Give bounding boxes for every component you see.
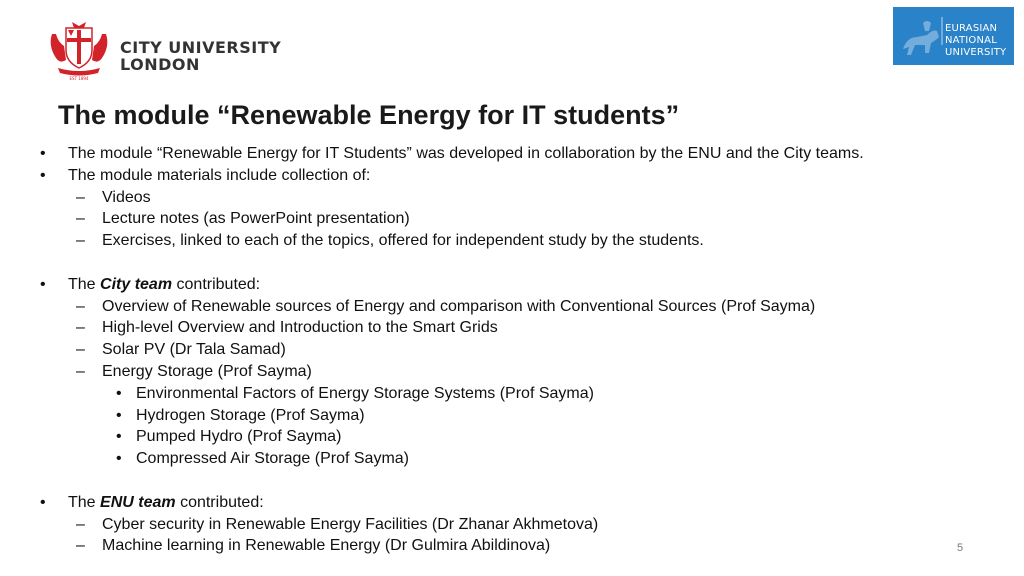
list-item: – Cyber security in Renewable Energy Facilities (Dr Zhanar Akhmetova) xyxy=(0,514,1024,536)
city-university-logo xyxy=(44,20,304,84)
enu-team-heading: • The ENU team contributed: xyxy=(0,492,1024,514)
spacer xyxy=(0,470,1024,492)
list-item: – High-level Overview and Introduction to the Smart Grids xyxy=(0,317,1024,339)
list-item: • Compressed Air Storage (Prof Sayma) xyxy=(0,448,1024,470)
dash-marker: – xyxy=(76,297,85,315)
list-item: • The module “Renewable Energy for IT Students” was developed in collaboration by the ENU and the City teams. xyxy=(0,143,1024,165)
city-name-line1: CITY UNIVERSITY xyxy=(120,38,282,57)
slide-title: The module “Renewable Energy for IT students” xyxy=(58,100,680,130)
city-team-label: City team xyxy=(100,275,173,293)
bullet-marker: • xyxy=(40,145,46,162)
bullet-marker: • xyxy=(116,406,122,424)
spacer xyxy=(0,252,1024,274)
dash-marker: – xyxy=(76,341,85,359)
dash-marker: – xyxy=(76,232,85,250)
list-item: – Overview of Renewable sources of Energy and comparison with Conventional Sources (Prof Sayma) xyxy=(0,296,1024,318)
city-team-heading: • The City team contributed: xyxy=(0,274,1024,296)
enu-logo xyxy=(893,7,1014,65)
list-item: – Videos xyxy=(0,187,1024,209)
dash-marker: – xyxy=(76,515,85,533)
list-item: – Energy Storage (Prof Sayma) xyxy=(0,361,1024,383)
page-number: 5 xyxy=(957,542,964,554)
enu-name-line2: NATIONAL xyxy=(945,35,997,46)
slide-content xyxy=(0,143,1024,557)
enu-team-label: ENU team xyxy=(100,493,176,511)
bullet-marker: • xyxy=(116,428,122,446)
bullet-marker: • xyxy=(40,275,46,293)
city-crest-icon xyxy=(44,20,114,82)
dash-marker: – xyxy=(76,210,85,228)
bullet-marker: • xyxy=(40,166,46,184)
bullet-marker: • xyxy=(116,384,122,402)
dash-marker: – xyxy=(76,188,85,206)
list-item: • Pumped Hydro (Prof Sayma) xyxy=(0,426,1024,448)
enu-name xyxy=(945,23,1006,59)
city-name-line2: LONDON xyxy=(120,55,200,74)
dash-marker: – xyxy=(76,362,85,380)
city-university-name xyxy=(120,39,281,73)
dash-marker: – xyxy=(76,537,85,555)
list-item: – Machine learning in Renewable Energy (Dr Gulmira Abildinova) xyxy=(0,535,1024,557)
bullet-marker: • xyxy=(116,450,122,468)
svg-text:EST 1894: EST 1894 xyxy=(69,76,89,81)
list-item: • The module materials include collection of: xyxy=(0,165,1024,187)
list-item: • Environmental Factors of Energy Storage Systems (Prof Sayma) xyxy=(0,383,1024,405)
bullet-marker: • xyxy=(40,493,46,511)
dash-marker: – xyxy=(76,319,85,337)
list-item: – Exercises, linked to each of the topics, offered for independent study by the students. xyxy=(0,230,1024,252)
enu-name-line3: UNIVERSITY xyxy=(945,47,1007,58)
list-item: – Lecture notes (as PowerPoint presentation) xyxy=(0,208,1024,230)
list-item: • Hydrogen Storage (Prof Sayma) xyxy=(0,405,1024,427)
enu-name-line1: EURASIAN xyxy=(945,23,998,34)
list-item: – Solar PV (Dr Tala Samad) xyxy=(0,339,1024,361)
